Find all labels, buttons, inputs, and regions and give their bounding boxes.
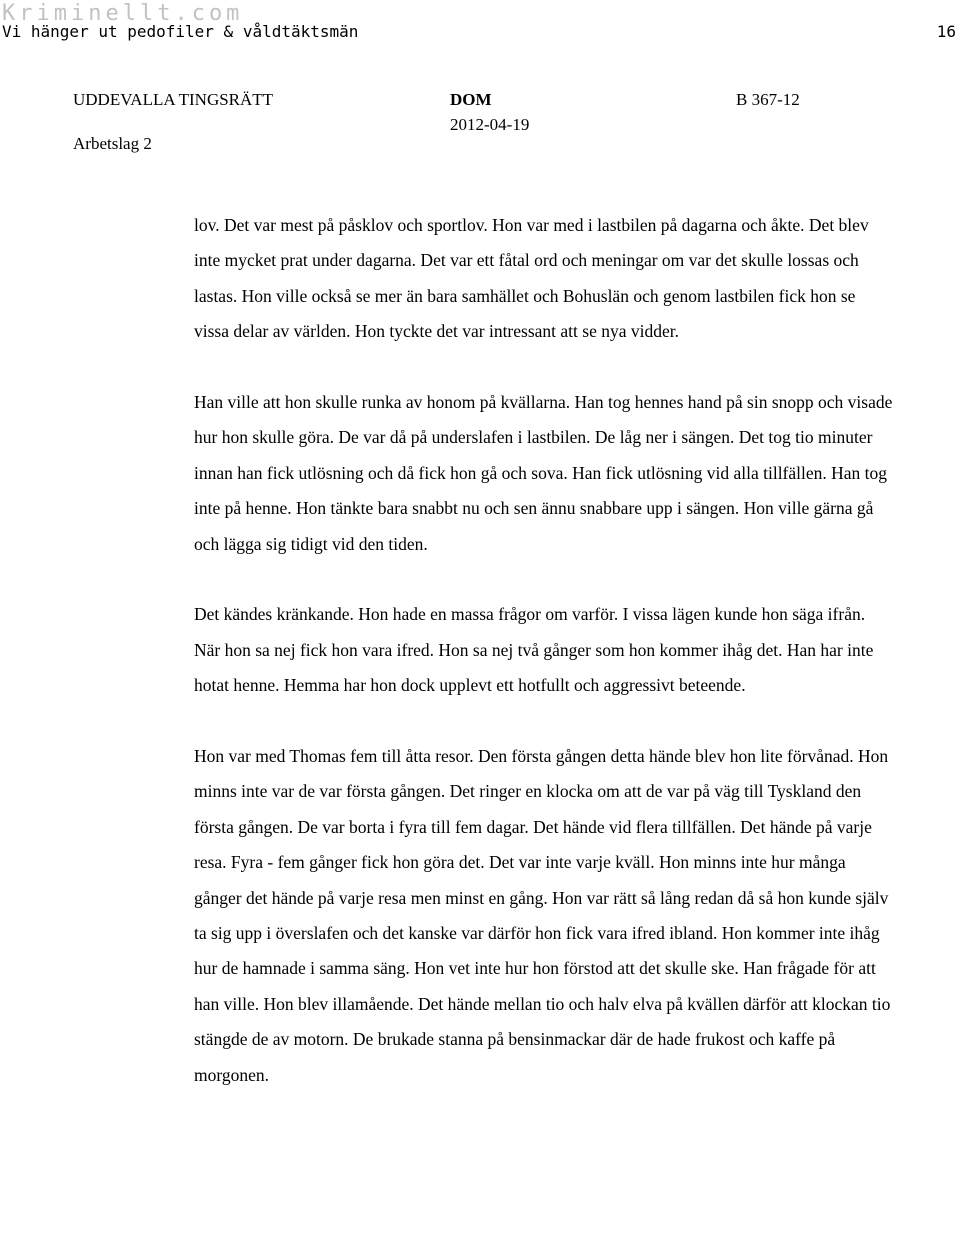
document-type: DOM <box>450 90 492 109</box>
case-number: B 367-12 <box>736 90 800 109</box>
page-number: 16 <box>936 22 956 41</box>
paragraph: lov. Det var mest på påsklov och sportlov. Hon var med i lastbilen på dagarna och åkte. Det blev inte mycket prat under dagarna. Det var ett fåtal ord och meningar om var det skulle lossas och lastas. Hon ville också se mer än bara samhället och Bohuslän och genom lastbilen fick hon se vissa delar av världen. Hon tyckte det var intressant att se nya vidder. <box>194 215 869 342</box>
document-title: Vi hänger ut pedofiler & våldtäktsmän <box>2 22 359 41</box>
paragraph: Han ville att hon skulle runka av honom på kvällarna. Han tog hennes hand på sin snopp och visade hur hon skulle göra. De var då på underslafen i lastbilen. De låg ner i sängen. Det tog tio minuter innan han fick utlösning och då fick hon gå och sova. Han fick utlösning vid alla tillfällen. Han tog inte på henne. Hon tänkte bara snabbt nu och sen ännu snabbare upp i sängen. Hon ville gärna gå och lägga sig tidigt vid den tiden. <box>194 392 893 554</box>
document-date: 2012-04-19 <box>450 115 530 134</box>
court-division: Arbetslag 2 <box>73 134 152 153</box>
paragraph: Hon var med Thomas fem till åtta resor. Den första gången detta hände blev hon lite förvånad. Hon minns inte var de var första gången. Det ringer en klocka om att de var på väg till Tyskland den första gången. De var borta i fyra till fem dagar. Det hände vid flera tillfällen. Det hände på varje resa. Fyra - fem gånger fick hon göra det. Det var inte varje kväll. Hon minns inte hur många gånger det hände på varje resa men minst en gång. Hon var rätt så lång redan då så hon kunde själv ta sig upp i överslafen och det kanske var därför hon fick vara ifred ibland. Hon kommer inte ihåg hur de hamnade i samma säng. Hon vet inte hur hon förstod att det skulle ske. Han frågade för att han ville. Hon blev illamående. Det hände mellan tio och halv elva på kvällen därför att klockan tio stängde de av motorn. De brukade stanna på bensinmackar där de hade frukost och kaffe på morgonen. <box>194 746 891 1085</box>
court-name: UDDEVALLA TINGSRÄTT <box>73 90 274 109</box>
document-body <box>194 208 894 1129</box>
paragraph: Det kändes kränkande. Hon hade en massa frågor om varför. I vissa lägen kunde hon säga ifrån. När hon sa nej fick hon vara ifred. Hon sa nej två gånger som hon kommer ihåg det. Han har inte hotat henne. Hemma har hon dock upplevt ett hotfullt och aggressivt beteende. <box>194 604 874 696</box>
court-header <box>0 0 960 170</box>
site-name[interactable]: Kriminellt.com <box>2 1 244 26</box>
